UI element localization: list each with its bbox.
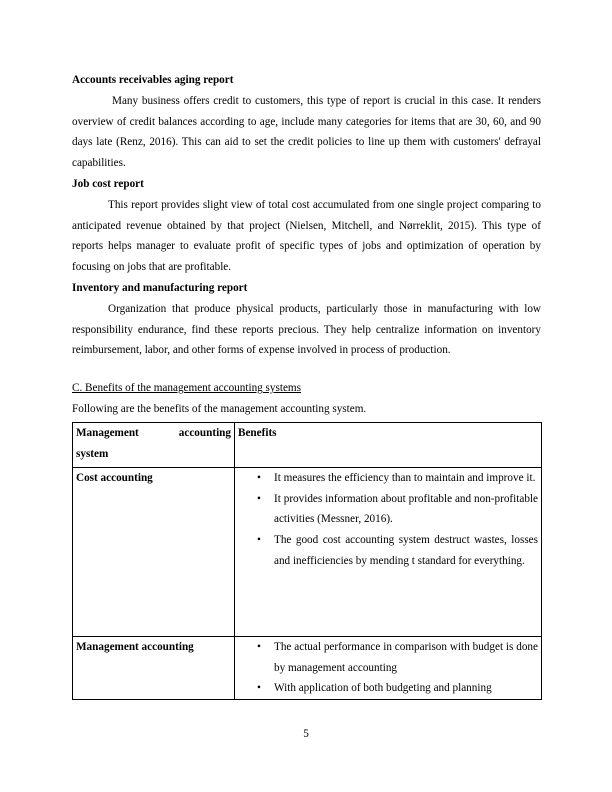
paragraph-job-cost-report: This report provides slight view of total cost accumulated from one single project comparing to anticipated revenue obtained by that project (Nielsen, Mitchell, and Nørreklit, 2015). This type of reports helps manager to evaluate profit of specific types of jobs and optimization of operation by focusing on jobs that are profitable.	[72, 198, 541, 274]
header-cell-system	[73, 422, 235, 467]
benefit-item: • It measures the efficiency than to maintain and improve it.	[274, 468, 538, 489]
benefit-list	[238, 468, 538, 572]
table-row	[73, 636, 542, 699]
row-system-cost-accounting: Cost accounting	[73, 467, 235, 636]
table-header-row	[73, 422, 542, 467]
benefit-item: • The actual performance in comparison with budget is done by management accounting	[274, 637, 538, 679]
header-system-word2: accounting	[178, 426, 231, 439]
benefit-item: • The good cost accounting system destruct wastes, losses and inefficiencies by mending t standard for everything.	[274, 530, 538, 572]
benefit-list	[238, 637, 538, 699]
paragraph-inventory-report: Organization that produce physical products, particularly those in manufacturing with low responsibility endurance, find these reports precious. They help centralize information on inventory reimbursement, labor, and other forms of expense involved in process of production.	[72, 302, 541, 357]
page-number: 5	[303, 728, 309, 740]
benefit-item: • With application of both budgeting and planning	[274, 678, 538, 699]
header-cell-benefits: Benefits	[235, 422, 542, 467]
heading-accounts-receivables: Accounts receivables aging report	[72, 74, 234, 86]
heading-job-cost-report: Job cost report	[72, 177, 144, 190]
row-benefits-cost-accounting	[235, 467, 542, 636]
benefit-item: • It provides information about profitable and non-profitable activities (Messner, 2016).	[274, 489, 538, 531]
heading-section-c: C. Benefits of the management accounting systems	[72, 382, 301, 395]
section-c-intro: Following are the benefits of the management accounting system.	[72, 402, 367, 415]
page-content	[72, 70, 541, 700]
paragraph-accounts-receivables: Many business offers credit to customers, this type of report is crucial in this case. It renders overview of credit balances according to age, include many categories for items that are 30, 60, and 90 days late (Renz, 2016). This can aid to set the credit policies to line up them with customers' defrayal capabilities.	[72, 94, 541, 170]
row-system-management-accounting: Management accounting	[73, 636, 235, 699]
header-system-word1: Management	[76, 426, 139, 439]
header-system-word3: system	[76, 447, 109, 460]
row-benefits-management-accounting	[235, 636, 542, 699]
heading-inventory-report: Inventory and manufacturing report	[72, 281, 248, 294]
table-row	[73, 467, 542, 636]
benefits-table	[72, 422, 542, 700]
